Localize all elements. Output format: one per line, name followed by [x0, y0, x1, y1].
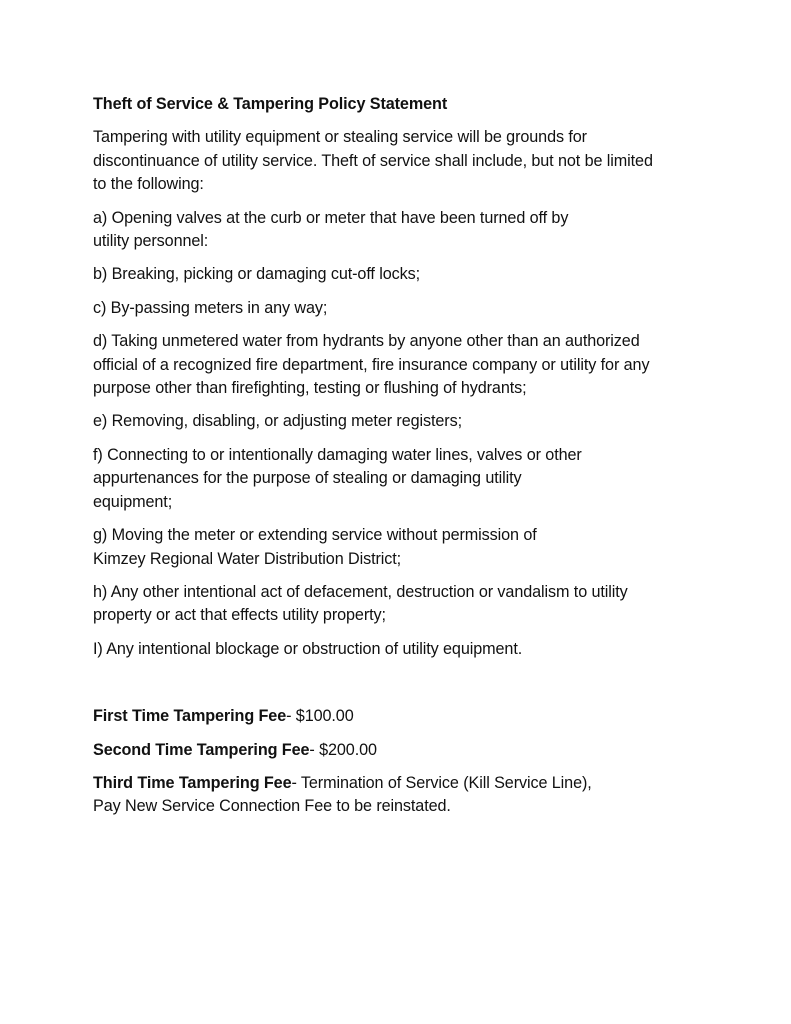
intro-paragraph	[93, 126, 703, 196]
intro-line: discontinuance of utility service. Theft of service shall include, but not be limited	[93, 151, 653, 170]
list-item-a	[93, 207, 703, 254]
fee-label: Second Time Tampering Fee	[93, 740, 310, 759]
fee-label: Third Time Tampering Fee	[93, 773, 292, 792]
fee-continuation: Pay New Service Connection Fee to be reinstated.	[93, 797, 451, 816]
fee-value: - $200.00	[309, 740, 377, 759]
list-item-line: g) Moving the meter or extending service without permission of	[93, 526, 537, 545]
list-item-line: utility personnel:	[93, 232, 209, 251]
list-item-line: purpose other than firefighting, testing or flushing of hydrants;	[93, 379, 527, 398]
list-item-f	[93, 444, 703, 514]
policy-document	[93, 93, 703, 829]
list-item-line: official of a recognized fire department, fire insurance company or utility for any	[93, 355, 650, 374]
section-spacer	[93, 671, 703, 705]
list-item-line: c) By-passing meters in any way;	[93, 298, 328, 317]
fee-value: - $100.00	[286, 707, 354, 726]
fee-second	[93, 739, 703, 762]
intro-line: Tampering with utility equipment or stealing service will be grounds for	[93, 128, 587, 147]
list-item-line: Kimzey Regional Water Distribution District;	[93, 549, 402, 568]
fee-label: First Time Tampering Fee	[93, 707, 287, 726]
list-item-d	[93, 330, 703, 400]
list-item-c	[93, 297, 703, 320]
list-item-line: I) Any intentional blockage or obstruction of utility equipment.	[93, 639, 523, 658]
list-item-line: f) Connecting to or intentionally damaging water lines, valves or other	[93, 445, 582, 464]
fee-first	[93, 705, 703, 728]
list-item-line: property or act that effects utility property;	[93, 606, 386, 625]
list-item-b	[93, 263, 703, 286]
list-item-line: h) Any other intentional act of defacement, destruction or vandalism to utility	[93, 582, 628, 601]
fee-third	[93, 772, 703, 819]
list-item-line: a) Opening valves at the curb or meter that have been turned off by	[93, 208, 569, 227]
document-title: Theft of Service & Tampering Policy Statement	[93, 95, 448, 113]
list-item-i	[93, 638, 703, 661]
list-item-line: e) Removing, disabling, or adjusting meter registers;	[93, 412, 462, 431]
list-item-line: appurtenances for the purpose of stealing or damaging utility	[93, 469, 522, 488]
list-item-e	[93, 410, 703, 433]
fee-value: - Termination of Service (Kill Service Line),	[291, 773, 592, 792]
list-item-g	[93, 524, 703, 571]
list-item-line: b) Breaking, picking or damaging cut-off locks;	[93, 265, 421, 284]
list-item-line: d) Taking unmetered water from hydrants by anyone other than an authorized	[93, 332, 640, 351]
list-item-h	[93, 581, 703, 628]
fee-third-line	[93, 772, 703, 795]
intro-line: to the following:	[93, 175, 204, 194]
list-item-line: equipment;	[93, 492, 173, 511]
